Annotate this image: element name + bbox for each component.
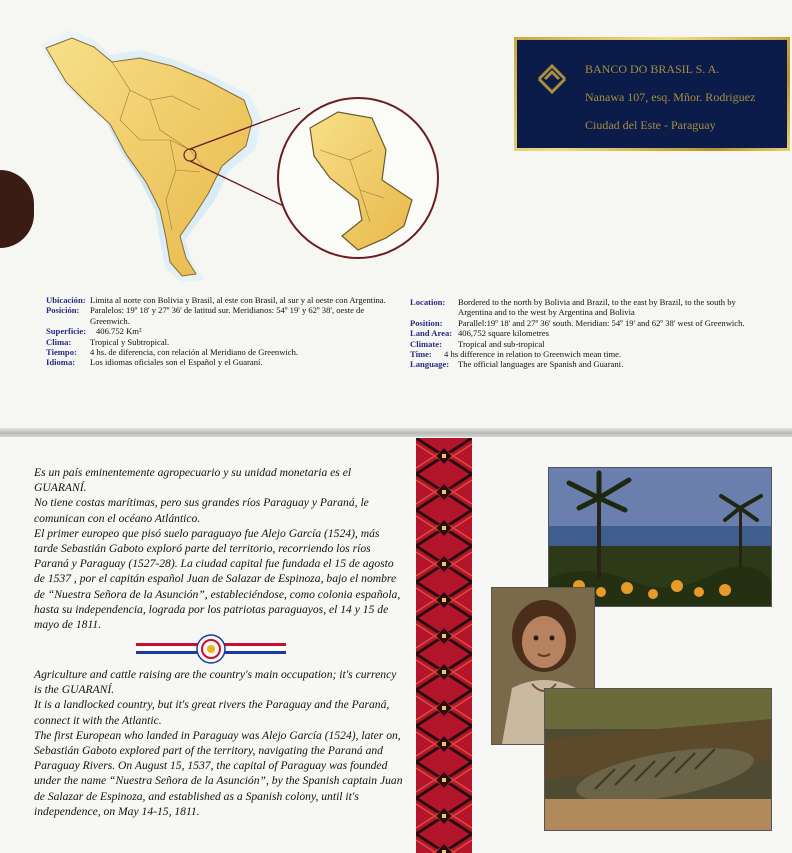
paragraph: Es un país eminentemente agropecuario y su unidad monetaria es el GUARANÍ. <box>34 466 352 495</box>
info-row <box>46 347 392 357</box>
bank-address: Nanawa 107, esq. Mñor. Rodriguez <box>585 90 756 104</box>
info-label: Language: <box>410 359 450 370</box>
info-label: Location: <box>410 297 446 307</box>
spanish-description <box>34 465 404 632</box>
info-spanish <box>46 295 392 368</box>
paragraph: It is a landlocked country, but it's great rivers the Paraguay and the Paraná, connect it with the Atlantic. <box>34 698 390 727</box>
info-value: 4 hs difference in relation to Greenwich mean time. <box>444 349 622 360</box>
info-value: Parallel:19º 18' and 27º 36' south. Meridian: 54º 19' and 62º 38' west of Greenwich. <box>458 317 745 328</box>
info-value: The official languages are Spanish and Guarani. <box>458 359 624 370</box>
paragraph: Agriculture and cattle raising are the country's main occupation; it's currency is the GUARANÍ. <box>34 668 397 697</box>
info-label: Posición: <box>46 305 80 316</box>
info-label: Superficie: <box>46 326 87 337</box>
info-value: Tropical y Subtropical. <box>90 336 170 347</box>
info-row <box>46 337 392 347</box>
info-row <box>410 318 762 328</box>
info-value: 4 hs. de diferencia, con relación al Meridiano de Greenwich. <box>90 347 299 358</box>
info-row <box>410 328 762 338</box>
info-row <box>46 357 392 367</box>
info-value: Bordered to the north by Bolivia and Brazil, to the east by Brazil, to the south by Argentina and to the west by Argentina and Bolivia <box>458 297 736 318</box>
info-label: Land Area: <box>410 328 453 339</box>
info-row <box>46 305 392 326</box>
continent-land <box>46 38 252 276</box>
info-label: Position: <box>410 317 443 328</box>
info-value: 406.752 Km² <box>96 326 142 337</box>
info-english <box>410 297 762 370</box>
info-label: Clima: <box>46 336 72 347</box>
english-description <box>34 667 404 819</box>
info-label: Ubicación: <box>46 295 86 305</box>
info-row <box>410 297 762 318</box>
info-label: Idioma: <box>46 357 76 368</box>
paraguay-flag-emblem <box>136 634 286 664</box>
info-value: Limita al norte con Bolivia y Brasil, al este con Brasil, al sur y al oeste con Argentina. <box>90 295 386 305</box>
south-america-map <box>0 0 470 290</box>
info-row <box>46 326 392 336</box>
info-label: Time: <box>410 349 432 360</box>
info-label: Tiempo: <box>46 347 77 358</box>
info-value: Los idiomas oficiales son el Español y el Guaraní. <box>90 357 263 368</box>
info-label: Climate: <box>410 338 442 349</box>
info-row <box>410 359 762 369</box>
palm-landscape-photo <box>548 467 772 607</box>
bank-logo-icon <box>535 62 569 96</box>
bank-name: BANCO DO BRASIL S. A. <box>585 62 720 76</box>
bank-city: Ciudad del Este - Paraguay <box>585 118 716 132</box>
paragraph: The first European who landed in Paraguay was Alejo García (1524), later on, Sebastián Gaboto explored part of the territory, navigating the Paraná and Paraguay Rivers. On August 15, 1537, the capital of Paraguay was founded under the name “Nuestra Señora de la Asunción”, by the Spanish captain Juan de Salazar de Espinoza, and established as a Spanish colony, until it's independence, on May 14-15, 1811. <box>34 728 403 818</box>
info-value: Tropical and sub-tropical <box>458 338 545 349</box>
info-row <box>46 295 392 305</box>
info-value: 406,752 square kilometres <box>458 328 549 339</box>
woven-textile-strip <box>416 438 472 853</box>
info-row <box>410 349 762 359</box>
bank-plaque <box>514 37 790 151</box>
caiman-photo <box>544 688 772 831</box>
info-value: Paralelos: 19º 18' y 27º 36' de latitud sur. Meridianos: 54º 19' y 62º 38', oeste de Greenwich. <box>90 305 365 326</box>
paragraph: No tiene costas marítimas, pero sus grandes ríos Paraguay y Paraná, le comunican con el océano Atlántico. <box>34 496 369 525</box>
paragraph: El primer europeo que pisó suelo paraguayo fue Alejo García (1524), más tarde Sebastián Gaboto exploró parte del territorio, recorriendo los ríos Paraná y Paraguay (1527-28). La ciudad capital fue fundada el 15 de agosto de 1537 , por el capitán español Juan de Salazar de Espinoza, bajo el nombre de “Nuestra Señora de la Asunción”, estableciéndose, como colonia española, hasta su independencia, lograda por los patriotas paraguayos, el 14 y 15 de mayo de 1811. <box>34 526 401 632</box>
info-row <box>410 339 762 349</box>
